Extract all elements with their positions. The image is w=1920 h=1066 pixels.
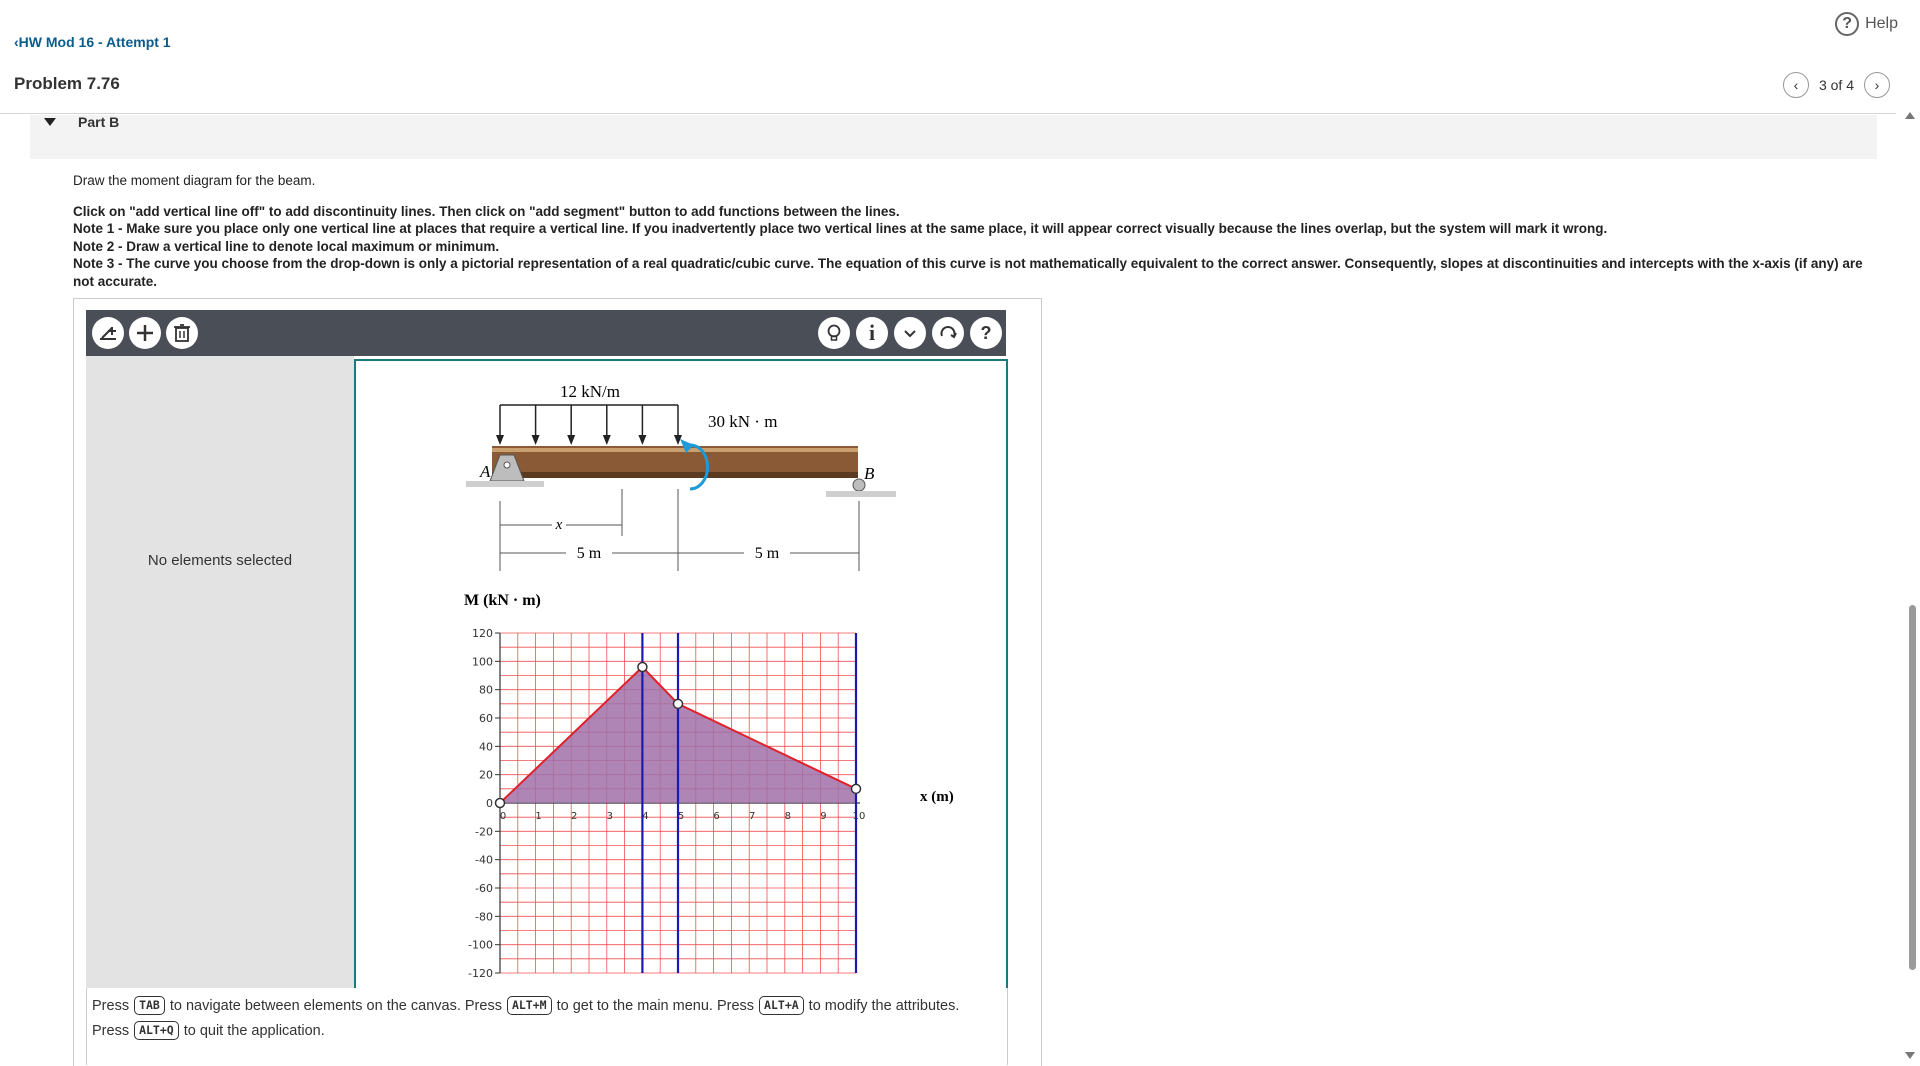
y-tick-label: -100 [468,938,493,952]
properties-panel [86,356,354,988]
scroll-thumb[interactable] [1909,605,1916,970]
part-b-toggle[interactable] [44,114,119,130]
beam-highlight [492,448,858,452]
trash-icon[interactable] [166,317,198,349]
load-arrowhead [496,435,504,445]
beam-shadow [492,472,858,478]
y-tick-label: 120 [472,627,493,640]
status-press-1: Press [92,997,130,1014]
instructions [73,172,1873,290]
no-elements-label: No elements selected [147,552,293,569]
collapse-triangle-icon [44,118,56,126]
moment-label: 30 kN · m [708,412,778,431]
x-tick-label: 5 [677,811,685,822]
x-tick-label: 4 [642,811,649,822]
span2-label: 5 m [754,545,780,562]
alt-q-key: ALT+Q [134,1021,179,1040]
instruction-note2: Note 2 - Draw a vertical line to denote local maximum or minimum. [73,238,500,254]
x-tick-label: 0 [499,811,507,822]
y-tick-label: -40 [475,853,493,867]
add-icon[interactable] [129,317,161,349]
load-arrowhead [638,435,646,445]
lightbulb-icon[interactable] [818,317,850,349]
alt-m-key: ALT+M [507,996,552,1015]
canvas-svg [356,361,1006,990]
ground-a [466,481,544,487]
pager-text: 3 of 4 [1818,77,1854,93]
part-b-label: Part B [78,114,120,130]
beam-figure [466,382,896,571]
tab-key: TAB [134,996,165,1015]
chart-xlabel: x (m) [920,789,954,805]
load-label: 12 kN/m [560,382,620,401]
prev-problem-button[interactable]: ‹ [1783,72,1809,98]
toolbar [86,310,1006,356]
pager [1783,72,1890,98]
part-b-bar [30,115,1877,159]
dropdown-icon[interactable] [894,317,926,349]
point-b-label: B [864,464,875,483]
y-tick-label: -120 [468,967,493,980]
status-text-1: to navigate between elements on the canvas. Press [169,997,502,1014]
y-tick-label: -80 [475,910,493,924]
scroll-up-icon[interactable] [1905,112,1915,119]
x-tick-label: 2 [571,811,578,822]
moment-point [674,699,683,708]
x-dimension-label: x [555,517,563,533]
y-tick-label: 0 [486,797,493,810]
help-circle-icon: ? [1835,12,1859,36]
y-tick-label: 80 [479,683,493,697]
status-text-3: to modify the attributes. [808,997,960,1014]
info-icon[interactable]: i [856,317,888,349]
alt-a-key: ALT+A [759,996,804,1015]
y-tick-label: 20 [479,768,493,782]
status-line-1 [92,996,959,1015]
pin-a [504,462,510,468]
ground-b [826,491,896,497]
drawing-canvas[interactable] [354,359,1008,992]
status-text-4: to quit the application. [183,1022,325,1039]
problem-title: Problem 7.76 [14,74,120,93]
moment-point [638,663,647,672]
moment-point [496,799,505,808]
moment-point [852,784,861,793]
moment-chart [464,592,954,980]
y-tick-label: 40 [479,740,493,754]
status-line-2 [92,1021,325,1040]
vertical-line-icon[interactable] [92,317,124,349]
help-label: Help [1865,15,1898,32]
instruction-lead: Draw the moment diagram for the beam. [73,173,316,188]
x-tick-label: 10 [852,811,866,822]
instruction-note3: Note 3 - The curve you choose from the drop-down is only a pictorial representation of a real quadratic/cubic curve. The equation of this curve is not mathematically equivalent to the correct answer. Consequently, slopes at discontinuities and intercepts with the x-axis (if any) are not accurate. [73,256,1863,289]
load-arrowhead [532,435,540,445]
span1-label: 5 m [576,545,602,562]
x-tick-label: 7 [749,811,756,822]
chart-ylabel: M (kN · m) [464,592,541,609]
load-arrowhead [603,435,611,445]
point-a-label: A [480,462,491,481]
x-tick-label: 6 [713,811,720,822]
reset-icon[interactable] [932,317,964,349]
help-button[interactable] [1835,12,1898,36]
x-tick-label: 9 [820,811,827,822]
load-arrowhead [567,435,575,445]
y-tick-label: 60 [479,712,493,725]
y-tick-label: -20 [475,825,493,839]
y-tick-label: 100 [472,655,493,669]
x-tick-label: 8 [784,811,791,822]
instruction-note1: Note 1 - Make sure you place only one vertical line at places that require a vertical line. If you inadvertently place two vertical lines at the same place, it will appear correct visually because the lines overlap, but the system will mark it wrong. [73,221,1608,236]
scroll-down-icon[interactable] [1905,1052,1915,1059]
back-link[interactable]: ‹HW Mod 16 - Attempt 1 [14,34,171,50]
status-press-2: Press [92,1022,130,1039]
x-tick-label: 3 [606,811,613,822]
header-divider [0,113,1896,114]
status-text-2: to get to the main menu. Press [556,997,755,1014]
next-problem-button[interactable]: › [1864,72,1890,98]
x-tick-label: 1 [535,811,542,822]
y-tick-label: -60 [475,882,493,895]
instruction-line1: Click on "add vertical line off" to add discontinuity lines. Then click on "add segment" button to add functions between the lines. [73,203,900,219]
help-icon[interactable]: ? [970,317,1002,349]
